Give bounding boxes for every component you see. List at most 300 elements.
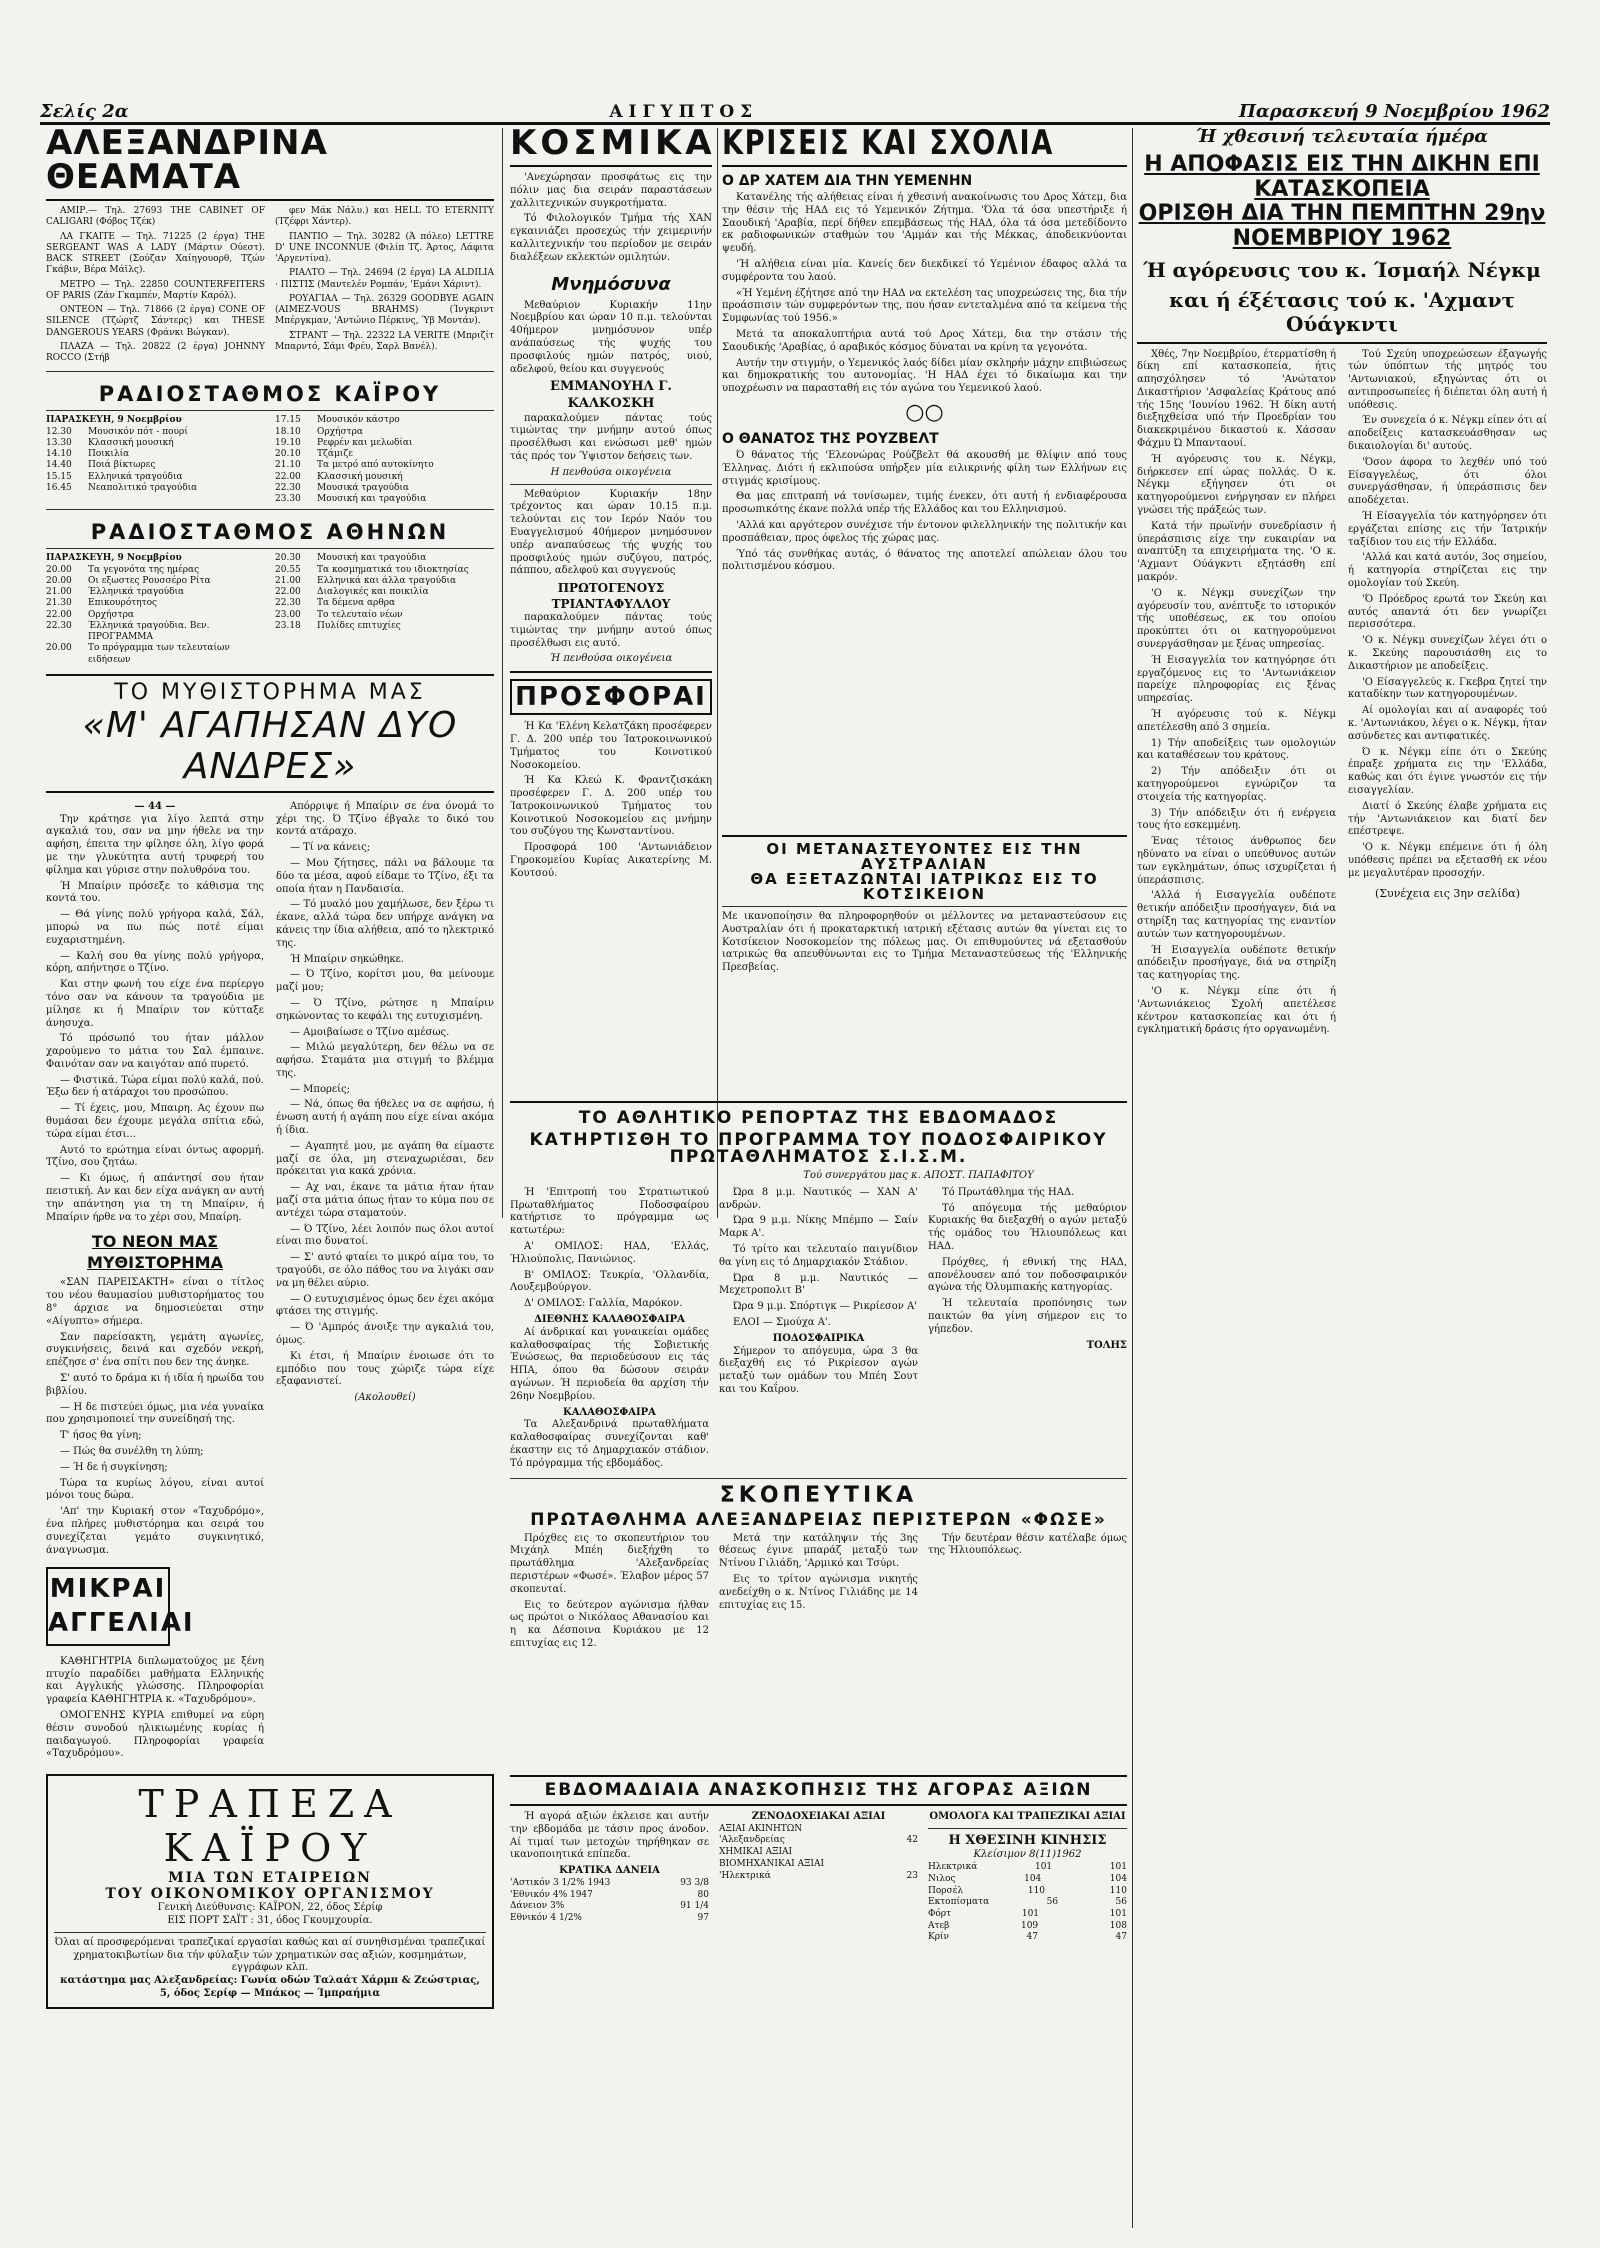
divider: [510, 1478, 1127, 1479]
text-block: Προσφορά 100 'Αντωνιάδειον Γηροκομείου Κυρίας Αικατερίνης Μ. Κουτσού.: [510, 842, 712, 879]
text-block: Αί ομολογίαι και αί αναφορές τού κ. 'Αντωνιάκου, λέγει ο κ. Νέγκμ, ήταν ασύνδετες και αντιφατικές.: [1348, 705, 1547, 742]
table-row: [928, 1897, 1127, 1909]
text-block: ΑΞΙΑΙ ΑΚΙΝΗΤΩΝ: [719, 1823, 803, 1834]
text-block: Ρεφρέν και μελωδίαι: [317, 437, 413, 448]
text-block: Κρίν: [928, 1932, 950, 1943]
text-block: 'Εθνικόν 4% 1947: [510, 1889, 593, 1900]
market-headline: ΕΒΔΟΜΑΔΙΑΙΑ ΑΝΑΣΚΟΠΗΣΙΣ ΤΗΣ ΑΓΟΡΑΣ ΑΞΙΩΝ: [544, 1780, 1093, 1800]
text-block: Έν συνεχεία ό κ. Νέγκμ είπεν ότι αί αποδείξεις κατασκευάσθησαν ως δικαιολογίαι δι' αυτούς.: [1348, 415, 1547, 453]
kosmika-title: ΚΟΣΜΙΚΑ: [510, 123, 716, 163]
schedule-row: [275, 587, 494, 598]
text-block: 20.10: [275, 449, 301, 459]
text-block: 97: [697, 1913, 709, 1924]
text-block: Μετά την κατάληψιν τής 3ης θέσεως έγινε μπαράζ μεταξύ των Ντίνου Γιλιάδη, 'Αρμικό και Τσύρι.: [719, 1532, 918, 1570]
text-block: 20.00: [46, 575, 72, 586]
text-block: Τό πρόσωπό του ήταν μάλλον χαρούμενο το μάτια του Σαλ έμπαινε. Φαινόταν σαν να καιγόταν από πυρετό.: [46, 1033, 264, 1070]
divider: [510, 165, 712, 167]
text-block: Ποικιλία: [88, 449, 130, 459]
text-block: Κατανέλης τής αλήθειας είναι ή χθεσινή ανακοίνωσις του Δρος Χάτεμ, δια την θέσιν τής ΗΑΔ εις τό Υεμενικόν Ζήτημα. 'Όλα τά όσα υπεστήριξε ή Σαουδική 'Αραβία, περί δήθεν επεμβάσεως τής ΗΑΔ, όλα τά όσα μετεδίδοντο εκ ραδιοφωνικών σταθμών του 'Αμμάν και τής Μέκκας, άποδεικνύονται ψευδή.: [722, 192, 1127, 255]
page-number: Σελίς 2α: [40, 101, 129, 122]
text-block: Ώρα 8 μ.μ. Ναυτικός — ΧΑΝ Α' ανδρών.: [719, 1186, 918, 1211]
radio-athens-title: ΡΑΔΙΟΣΤΑΘΜΟΣ ΑΘΗΝΩΝ: [90, 520, 450, 545]
radio-date: ΠΑΡΑΣΚΕΥΗ, 9 Νοεμβρίου: [46, 415, 182, 426]
text-block: Ή Είσαγγελία τόν κατηγόρησεν ότι εργάζεται επίσης εις τήν Ίατρικήν ταξίδιον του εις τήν Ελλάδα.: [1348, 511, 1547, 548]
divider: [722, 906, 1127, 907]
text-block: Μουσικόν πότ - πουρί: [88, 426, 188, 437]
text-block: Πρόχθες, ή εθνική της ΗΑΔ, απονέλουσεν από τον ποδοσφαιρικόν αγώνα τής Όλυμπιακής κατηγορίας.: [928, 1256, 1127, 1294]
text-block: Και στην φωνή του είχε ένα περίεργο τόνο σαν να κάνουν τα τραγούδια με μίλησε κι ή Μπαίριν τον κύτταξε άνησυχα.: [46, 979, 264, 1029]
text-block: Κλασσική μουσική: [88, 437, 174, 448]
text-block: Διατί ό Σκεύης έλαβε χρήματα εις τήν 'Αντωνιάκειον και διατί δεν επέστρεψε.: [1348, 800, 1547, 838]
offers-title: ΠΡΟΣΦΟΡΑΙ: [510, 679, 712, 715]
cinema-entry: ΡΙΑΛΤΟ — Τηλ. 24694 (2 έργα) LA ALDILIA · ΠΙΣΤΙΣ (Μαντελέν Ρομπάν, 'Εμάνι Χάριντ).: [275, 268, 494, 290]
cinema-listings: [46, 206, 494, 367]
table-row: [928, 1886, 1127, 1898]
schedule-row: [275, 449, 494, 460]
text-block: — Μιλώ μεγαλύτερη, δεν θέλω να σε αφήσω. Σταμάτα μια στιγμή το βλέμμα της.: [276, 1042, 494, 1079]
text-block: 'Ανεχώρησαν προσφάτως εις την πόλιν μας δια σειράν παραστάσεων χαλλιτεχνικών συγκροτήματα.: [510, 172, 712, 209]
text-block: 'Όσον άφορα το λεχθέν υπό τού Είσαγγελέως, ότι όλοι συνεργάσθησαν, ή ύπεράσπισις δεν αποδέχεται.: [1348, 456, 1547, 507]
text-block: — Ό Τζίνο, λέει λοιπόν πως όλοι αυτοί είναι πιο δυνατοί.: [276, 1223, 494, 1248]
text-block: — Αμοιβαίωσε ο Τζίνο αμέσως.: [290, 1026, 450, 1038]
text-block: Τα γεγονότα της ημέρας: [88, 564, 200, 575]
text-block: 'Ηλεκτρικά: [719, 1870, 771, 1881]
text-block: Κλασσική μουσική: [317, 471, 403, 482]
table-row: [510, 1890, 709, 1902]
schedule-row: [275, 553, 494, 564]
text-block: 'Ή αλήθεια είναι μία. Κανείς δεν διεκδικεί τό Υεμένιον έδαφος αλλά τα συμφέροντα του λαού.: [722, 258, 1127, 283]
bank-ad: [46, 1774, 494, 2009]
novel-chapter: — 44 —: [134, 800, 176, 812]
cinema-entry: ΑΜΙΡ.— Τηλ. 27693 THE CABINET OF CALIGARI (Φόβος Τζέκ): [46, 206, 265, 228]
text-block: Ή Μπαίριν σηκώθηκε.: [290, 953, 404, 965]
text-block: 21.10: [275, 460, 301, 471]
text-block: Μεθαύριον Κυριακήν 11ην Νοεμβρίου και ώραν 10 π.μ. τελούνται 40ήμερον μνημόσυνον υπέρ ανάπαύσεως τής ψυχής του προσφιλούς ημών πατρός, υιού, αδελφού, θείου και συγγενούς: [510, 299, 712, 375]
text-block: Εκτοπίσματα: [928, 1897, 990, 1908]
radio-cairo-title: ΡΑΔΙΟΣΤΑΘΜΟΣ ΚΑΪΡΟΥ: [98, 382, 442, 407]
table-row: [928, 1932, 1127, 1944]
novel-continues: (Ακολουθεί): [354, 1392, 416, 1404]
text-block: ΕΙΣ ΠΟΡΤ ΣΑΪΤ : 31, όδος Γκουμχουρία.: [167, 1915, 373, 1927]
text-block: ΧΗΜΙΚΑΙ ΑΞΙΑΙ: [719, 1847, 793, 1858]
schedule-row: [275, 494, 494, 505]
text-block: 80: [697, 1889, 709, 1900]
text-block: Τα Αλεξανδρινά πρωταθλήματα καλαθοσφαίρας συνεχίζονται καθ' έκαστην εις τό Δημαρχιακόν στάδιον. Τό πρόγραμμα τής εβδομάδος.: [510, 1419, 709, 1469]
text-block: Ορχήστρα: [88, 609, 135, 620]
text-block: — Ο ευτυχισμένος όμως δεν έχει ακόμα φτάσει της στιγμής.: [276, 1293, 494, 1318]
column-kosmika: [510, 123, 716, 1206]
text-block: 108: [1109, 1920, 1127, 1931]
text-block: 17.15: [275, 415, 301, 426]
text-block: Εις το τρίτον αγώνισμα νικητής ανεδείχθη ο κ. Ντίνος Γιλιάδης με 14 επιτυχίας εις 15.: [719, 1573, 918, 1611]
text-block: 22.00: [275, 587, 301, 597]
text-block: — Αχ ναι, έκανε τα μάτια ήταν ήταν μαζί στα μάτια όπως ήταν το κύμα που σε αντέχει τώρα σταματούν.: [276, 1182, 494, 1219]
text-block: Οι εξωστες Ρουσσέρο Ρίτα: [88, 575, 211, 586]
text-block: Πυλίδες επιτυχίες: [317, 620, 401, 631]
text-block: Μουσικόν κάστρο: [317, 415, 400, 426]
table-row: [510, 1901, 709, 1913]
memorial-name: ΕΜΜΑΝΟΥΗΛ Γ. ΚΑΛΚΟΣΚΗ: [550, 379, 672, 412]
text-block: κατάστημα μας Αλεξανδρείας: Γωνία οδών Ταλαάτ Χάρμπ & Ζεώστριας, 5, όδος Σερίφ — Μπάκος — Ίμπραήμια: [60, 1975, 480, 2000]
text-block: ΒΙΟΜΗΧΑΝΙΚΑΙ ΑΞΙΑΙ: [719, 1858, 825, 1869]
divider: [1137, 342, 1547, 344]
text-block: Την κράτησε για λίγο λεπτά στην αγκαλιά του, σαν να μην ήθελε να την αφήση, έπειτα την φίλησε όλη, λίγο φορά με την γλυκύτητα αυτή τρυφερή του φίλημα και γύρισε στην πολυθρόνα του.: [46, 813, 264, 876]
text-block: — Θά γίνης πολύ γρήγορα καλά, Σάλ, μπορώ να πω πώς ποτέ είμαι ευχαριστημένη.: [46, 909, 264, 946]
text-block: Τζάμιζε: [317, 449, 353, 459]
text-block: 23.00: [275, 609, 301, 620]
schedule-row: [46, 610, 265, 621]
text-block: 'Ό Πρόεδρος ερωτά τον Σκεύη και αυτός απαντά ότι δεν γνωρίζει περισσότερα.: [1348, 593, 1547, 631]
text-block: 23.30: [275, 494, 301, 504]
text-block: Ατεβ: [928, 1920, 950, 1931]
text-block: Με ικανοποίησιν θα πληροφορηθούν οι μέλλοντες να μεταναστεύσουν εις Αυστραλίαν ότι ή προκαταρκτική ιατρική εξέτασις αυτών θα γίνεται εις το Κοτσίκειον Νοσοκομείον της πόλεως μας. Οι επιθυμούντες νά εξετασθούν ιατρικώς θα απευθύνωνται εις το Τμήμα Μεταναστεύσεως τής 'Ελληνικής Πρεσβείας.: [722, 911, 1127, 974]
text-block: ΕΛΟΙ — Σμούχα Α'.: [733, 1316, 831, 1328]
market-article: [510, 1770, 1127, 2226]
text-block: Φόρτ: [928, 1908, 952, 1919]
schedule-row: [46, 483, 265, 494]
text-block: Νιλος: [928, 1873, 956, 1884]
text-block: παρακαλούμεν πάντας τούς τιμώντας την μνήμην αυτού όπως προσέλθωσι εις αυτό.: [510, 611, 712, 649]
text-block: Ή αγόρευσις τού κ. Νέγκμ απετέλεσθη από 3 σημεία.: [1137, 709, 1336, 733]
schedule-row: [46, 438, 265, 449]
text-block: Ώρα 9 μ.μ. Νίκης Μπέμπο — Σαίν Μαρκ Α'.: [719, 1215, 918, 1240]
sports-byline: Τού συνεργάτου μας κ. ΑΠΟΣΤ. ΠΑΠΑΦΙΤΟΥ: [803, 1170, 1034, 1181]
text-block: 101: [1034, 1862, 1053, 1873]
text-block: Τό τρίτο και τελευταίο παιγνίδιον θα γίνη εις τό Δημαρχιακόν Στάδιον.: [719, 1243, 918, 1268]
text-block: 23: [906, 1870, 918, 1881]
text-block: Μεθαύριον Κυριακήν 18ην τρέχοντος και ώραν 10.15 π.μ. τελούνται εις τον Ιερόν Ναόν του Ευαγγελισμού 40ήμερον μνημόσυνον υπέρ αναπαύσεως τής ψυχής του προσφιλούς ημών συζύγου, πατρός, πάππου, αδελφού και συγγενούς: [510, 488, 712, 577]
cinema-entry: ΡΟΥΑΓΙΑΛ — Τηλ. 26329 GOODBYE AGAIN (AIMEZ-VOUS BRAHMS) (Ίνγκριντ Μπέργκμαν, 'Αντώνιο Πέρκινς, Ύβ Μοντάν).: [275, 293, 494, 327]
text-block: 3) Τήν απόδειξιν ότι ή ενέργεια τους ήτο εσκεμμένη.: [1137, 807, 1336, 832]
text-block: 'Απ' την Κυριακή στον «Ταχυδρόμο», ένα πλήρες μυθιστόρημα και σειρά του συνεχίζεται γεμάτο συγκινητικό, άναγνωσμα.: [46, 1506, 264, 1556]
text-block: 47: [1026, 1932, 1038, 1943]
novel-text: [46, 801, 494, 1764]
text-block: 18.10: [275, 426, 301, 437]
text-block: Κατά τήν πρωϊνήν συνεδρίασιν ή ύπεράσπισις είχε την ευκαιρίαν να αναπτύξη τα επιχειρήματα της. 'Ο κ. 'Αχμαντ Ούάγκντι εξητάσθη επί μακρόν.: [1137, 520, 1336, 584]
text-block: Ή τελευταία προπόνησις των παικτών θα γίνη σήμερον εις το γήπεδον.: [928, 1298, 1127, 1335]
cinema-entry: ΛΑ ΓΚΑΙΤΕ — Τηλ. 71225 (2 έργα) THE SERGEANT WAS A LADY (Μάρτιν Ούεστ). BACK STREET (Σούζαν Χαίηγουορθ, Τζών Γκάβιν, Βέρα Μάϊλς).: [46, 231, 265, 276]
text-block: Το πρόγραμμα των τελευταίων ειδήσεων: [88, 643, 230, 665]
text-block: Τό Πρωτάθλημα τής ΗΑΔ.: [942, 1186, 1075, 1198]
text-block: 20.30: [275, 553, 301, 564]
divider: [928, 1828, 1127, 1829]
new-novel-title: ΤΟ ΝΕΟΝ ΜΑΣ ΜΥΘΙΣΤΟΡΗΜΑ: [87, 1232, 223, 1272]
text-block: «ΣΑΝ ΠΑΡΕΙΣΑΚΤΗ» είναι ο τίτλος του νέου θαυμασίου μυθιστορήματος του 8° άρχισε να δημοσιεύεται στην «Αίγυπτο» σήμερα.: [46, 1277, 264, 1327]
text-block: Ή Εισαγγελία τον κατηγόρησε ότι εργαζόμενος εις το 'Αντωνιάκειον παρείχε πληροφορίας εις ξένας υπηρεσίας.: [1137, 654, 1336, 705]
schedule-row: [46, 460, 265, 471]
text-block: Ελληνικά τραγούδια: [88, 471, 183, 482]
memorial-title: Μνημόσυνα: [551, 273, 671, 295]
text-block: Τα κοσμηματικά του ιδιοκτησίας: [317, 564, 469, 575]
text-block: Κλείσιμον 8(11)1962: [973, 1849, 1082, 1861]
text-block: Ένας τέτοιος άνθρωπος δεν ηδύνατο να είναι ο υπεύθυνος αυτών των εγκλημάτων, όπως ισχυρίζεται ή ύπεράσπισις.: [1137, 836, 1336, 886]
novel-title: «Μ' ΑΓΑΠΗΣΑΝ ΔΥΟ ΑΝΔΡΕΣ»: [82, 704, 458, 787]
trial-text: [1137, 349, 1547, 1041]
divider: [46, 410, 494, 411]
text-block: ΤΟΥ ΟΙΚΟΝΟΜΙΚΟΥ ΟΡΓΑΝΙΣΜΟΥ: [105, 1886, 435, 1903]
text-block: Ή Κα Κλεώ Κ. Φραντζισκάκη προσέφερεν Γ. Δ. 200 υπέρ του Ίατροκοινωνικού Τμήματος του Κοινοτικού Νοσοκομείου εις μνήμην του συζύγου της Κωνσταντίνου.: [510, 775, 712, 838]
text-block: 21.30: [46, 598, 72, 609]
text-block: Κι έτσι, ή Μπαίριν ένοιωσε ότι το εμπόδιο που τους χώριζε τώρα είχε εξαφανιστεί.: [276, 1350, 494, 1388]
text-block: Ή αγόρευσις του κ. Νέγκμ, διήρκεσεν επί ώρας πολλάς. Ό κ. Νέγκμ εξήγησεν ότι οι κατηγορούμενοι ενήργησαν εν πλήρει γνώσει τής πράξεώς των.: [1137, 453, 1336, 517]
text-block: Ή 'Επιτροπή του Στρατιωτικού Πρωταθλήματος Ποδοσφαίρου κατήρτισε το πρόγραμμα ως κατωτέρω:: [510, 1186, 709, 1237]
text-block: — Τί έχεις, μου, Μπαιρη. Ας έχουν πω θυμάσαι δεν έχουμε μεγάλα σπίτια εδώ, τώρα είμαι έτσι...: [46, 1103, 264, 1140]
table-row: [928, 1862, 1127, 1874]
schedule-row: [275, 598, 494, 609]
text-block: Τ' ήσος θα γίνη;: [60, 1430, 142, 1442]
schedule-row: [275, 415, 494, 426]
ornament-icon: ○○: [905, 398, 944, 425]
text-block: 19.10: [275, 437, 301, 448]
text-block: 110: [1027, 1885, 1046, 1896]
text-block: Τώρα τα κυρίως λόγου, είναι αυτοί μόνοι τους δώρα.: [46, 1477, 264, 1502]
schedule-row: [46, 427, 265, 438]
classified-ad: ΟΜΟΓΕΝΗΣ ΚΥΡΙΑ επιθυμεί να εύρη θέσιν συνοδού ηλικιωμένης κυρίας ή παιδαγωγού. Πληροφορίαι γραφεία «Ταχυδρόμου».: [46, 1710, 264, 1760]
text-block: 23.18: [275, 620, 301, 631]
sports-subhead: ΚΑΛΑΘΟΣΦΑΙΡΑ: [563, 1406, 656, 1418]
divider: [54, 1932, 486, 1933]
text-block: Ορχήστρα: [317, 426, 364, 437]
text-block: Τα δέμενα αρθρα: [317, 598, 396, 609]
text-block: Ή αγορά αξιών έκλεισε και αυτήν την εβδομάδα με τάσιν προς άνοδον. Αί τιμαί των μετοχών τηρήθηκαν σε ικανοποιητικά επίπεδα.: [510, 1811, 709, 1861]
text-block: Όλαι αί προσφερόμεναι τραπεζικαί εργασίαι καθώς και αί συνηθισμέναι τραπεζικαί χρηματοκιβωτίων δια τήν φύλαξιν τών χρηματικών σας αξιών, κοσμημάτων, εγγράφων κλπ.: [54, 1936, 486, 1974]
radio-date: ΠΑΡΑΣΚΕΥΗ, 9 Νοεμβρίου: [46, 553, 182, 564]
text-block: 101: [1021, 1908, 1040, 1919]
column-rule: [1132, 128, 1133, 2228]
text-block: Α' ΟΜΙΛΟΣ: ΗΑΔ, 'Ελλάς, Ήλιούπολις, Πανιώνιος.: [510, 1240, 709, 1265]
text-block: Πρόχθες εις το σκοπευτήριον του Μιχάηλ Μπέη διεξήχθη το πρωτάθλημα 'Αλεξανδρείας περιστέρων «Φωσέ». Έλαβον μέρος 57 σκοπευταί.: [510, 1532, 709, 1595]
text-block: 101: [1109, 1908, 1127, 1919]
column-kriseis: [722, 123, 1127, 816]
sports-headline: ΚΑΤΗΡΤΙΣΘΗ ΤΟ ΠΡΟΓΡΑΜΜΑ ΤΟΥ ΠΟΔΟΣΦΑΙΡΙΚΟΥ ΠΡΩΤΑΘΛΗΜΑΤΟΣ Σ.Ι.Σ.Μ.: [529, 1130, 1108, 1167]
text-block: Ποιά βίκτωρες: [88, 460, 156, 471]
text-block: — Μπορείς;: [290, 1083, 350, 1095]
novel-header: [46, 674, 494, 793]
text-block: 91 1/4: [680, 1901, 709, 1912]
text-block: Απόρριψε ή Μπαίριν σε ένα όνομά το χέρι της. Ό Τζίνο έβγαλε το δικό του κοντά ατάραχο.: [276, 800, 494, 838]
schedule-row: [46, 472, 265, 483]
text-block: 110: [1109, 1885, 1127, 1896]
text-block: 104: [1024, 1873, 1042, 1884]
text-block: 22.30: [275, 598, 301, 609]
text-block: Ύπό τάς συνθήκας αυτάς, ό θάνατος της αποτελεί απώλειαν όλου του πολιτισμένου κόσμου.: [722, 548, 1127, 573]
text-block: 93 3/8: [680, 1877, 709, 1888]
divider: [722, 165, 1127, 167]
text-block: 109: [1020, 1920, 1039, 1931]
trial-kicker: Ή χθεσινή τελευταία ήμέρα: [1195, 126, 1489, 147]
divider: [46, 199, 494, 201]
text-block: Ή πενθούσα οικογένεια: [549, 653, 673, 665]
text-block: Χθές, 7ην Νοεμβρίου, έτερματίσθη ή δίκη επί κατασκοπεία, ήτις απησχόλησεν τό 'Ανώτατον Δικαστήριον 'Ασφαλείας Κράτους από τής 15ης 'Ιουνίου 1962. Ή δίκη αυτή διεξηχθείσα υπό τήν Προεδρίαν του διακεκριμένου δικαστού κ. Χάσσαν Φάχμυ Ώ Μπανταουί.: [1137, 348, 1336, 450]
text-block: — Ό 'Αμπρός άνοιξε την αγκαλιά του, όμως.: [276, 1322, 494, 1347]
text-block: Ώρα 8 μ.μ. Ναυτικός — Μεχετροπολιτ Β': [719, 1272, 918, 1297]
text-block: Ό κ. Νέγκμ είπε ότι ο Σκεύης έπραξε χρήματα εις την 'Ελλάδα, καθώς και ότι έγινε γνωστόν εις τήν εισαγγελίαν.: [1348, 746, 1547, 796]
text-block: 21.00: [46, 587, 72, 597]
text-block: Ή Κα 'Ελένη Κελατζάκη προσέφερεν Γ. Δ. 200 υπέρ του Ίατροκοινωνικού Τμήματος του Κοινοτικού Νοσοκομείου.: [510, 721, 712, 771]
table-title: ΖΕΝΟΔΟΧΕΙΑΚΑΙ ΑΞΙΑΙ: [751, 1811, 886, 1822]
table-row: [719, 1835, 918, 1847]
text-block: Μουσικά τραγούδια: [317, 482, 409, 493]
text-block: 47: [1115, 1932, 1127, 1943]
text-block: ΜΙΑ ΤΩΝ ΕΤΑΙΡΕΙΩΝ: [168, 1870, 372, 1887]
text-block: Νεαπολιτικό τραγούδια: [88, 482, 198, 493]
divider: [510, 671, 712, 673]
text-block: Αί άνδρικαί και γυναικείαι ομάδες καλαθοσφαίρας τής Σοβιετικής Ένώσεως, θα περιοδεύσουν εις τάς ΗΠΑ, όπου θα δώσουν σειράν αγώνων. Ή περιοδεία θα αρχίση τήν 26ην Νοεμβρίου.: [510, 1326, 709, 1402]
sports-subhead: ΠΟΔΟΣΦΑΙΡΙΚΑ: [772, 1332, 865, 1344]
text-block: 14.40: [46, 460, 72, 471]
divider: [46, 371, 494, 372]
text-block: Αυτό το ερώτημα είναι όντως αφορμή. Τζίνο, σου ζητάω.: [46, 1144, 264, 1169]
cinema-entry: ΠΑΝΤΙΟ — Τηλ. 30282 (Ά πόλεο) LETTRE D' UNE INCONNUE (Φιλίπ Τζ. Άρτος, Λάφιτα 'Αργεντίνα).: [275, 231, 494, 264]
column-rule: [502, 128, 503, 1218]
divider: [510, 484, 712, 485]
table-title: ΟΜΟΛΟΓΑ ΚΑΙ ΤΡΑΠΕΖΙΚΑΙ ΑΞΙΑΙ: [929, 1811, 1126, 1822]
text-block: Τό απόγευμα τής μεθαύριον Κυριακής θα διεξαχθή ο αγών μεταξύ τής ομάδος του Ήλιουπόλεως και ΗΑΔ.: [928, 1202, 1127, 1252]
table-row: [928, 1874, 1127, 1886]
schedule-row: [275, 610, 494, 621]
classified-ad: ΚΑΘΗΓΗΤΡΙΑ διπλωματούχος με ξένη πτυχίο παραδίδει μαθήματα Ελληνικής και Αγγλικής γλώσσης. Πληροφορίαι γραφεία ΚΑΘΗΓΗΤΡΙΑ κ. «Ταχυδρόμου».: [46, 1655, 264, 1706]
schedule-row: [46, 643, 265, 666]
text-block: Ώρα 9 μ.μ. Σπόρτιγκ — Ρικρίεσον Α': [733, 1301, 917, 1313]
table-row: [928, 1909, 1127, 1921]
text-block: Σαν παρείσακτη, γεμάτη αγωνίες, συγκινήσεις, δεινά και σχεδόν νεκρή, επέζησε σ' ένα σπίτι που δεν της άνηκε.: [46, 1331, 264, 1369]
movement-title: Η ΧΘΕΣΙΝΗ ΚΙΝΗΣΙΣ: [948, 1832, 1107, 1848]
text-block: Τού Σχεύη υποχρεώσεων έξαγωγής τών ύπόπτων τής μητρός του 'Αντωνιακού, εξηγώντας ότι οι αντιπροσωπείες ή διέπεται όλη αυτή ή υπόθεσις.: [1348, 348, 1547, 411]
schedule-row: [46, 598, 265, 609]
kriseis-sub1: Ο ΔΡ ΧΑΤΕΜ ΔΙΑ ΤΗΝ ΥΕΜΕΝΗΝ: [722, 173, 973, 189]
text-block: — Τό μυαλό μου χαμήλωσε, δεν ξέρω τι έκανε, αλλά τώρα δεν υπήρχε ανάγκη να κάνεις την ίδια αλήθεια, από το ηλεκτρικό της.: [276, 899, 494, 949]
shooting-headline: ΠΡΩΤΑΘΛΗΜΑ ΑΛΕΞΑΝΔΡΕΙΑΣ ΠΕΡΙΣΤΕΡΩΝ «ΦΩΣΕ»: [530, 1509, 1107, 1530]
divider: [46, 509, 494, 510]
theamata-title: ΑΛΕΞΑΝΔΡΙΝΑ ΘΕΑΜΑΤΑ: [46, 123, 328, 197]
text-block: Ό θάνατος τής 'Ελεονώρας Ρούζβελτ θά ακουσθή με θλίψιν από τους Έλληνας. Διότι ή εκλιπούσα υπήρξεν μία ειλικρινής φίλη των Ελλήνων εις στιγμάς κρισίμους.: [722, 449, 1127, 487]
text-block: 'Ο Είσαγγελεύς κ. Γκεβρα ζητεί την καταδίκην των κατηγορουμένων.: [1348, 676, 1547, 701]
cinema-entry: φεν Μάκ Νάλυ.) και HELL TO ETERNITY (Τζέφρι Χάντερ).: [275, 206, 494, 228]
text-block: Έλληνικά τραγούδια. Βεν. ΠΡΟΓΡΑΜΜΑ: [88, 620, 210, 642]
text-block: — Αγαπητέ μου, με αγάπη θα είμαστε μαζί σε όλα, μη στεναχωριέσαι, δεν πρόκειται για κακά χρόνια.: [276, 1140, 494, 1178]
text-block: — Ό Τζίνο, ρώτησε η Μπαίριν σηκώνοντας το κεφάλι της ευτυχισμένη.: [276, 997, 494, 1022]
radio-athens-schedule: [46, 553, 494, 666]
text-block: Δάνειον 3%: [510, 1901, 565, 1912]
text-block: 20.00: [46, 564, 72, 575]
text-block: — Σ' αυτό φταίει το μικρό αίμα του, το τραγούδι, σε όλο πάθος του να λιγάκι σαν να μη θέλει αύριο.: [276, 1252, 494, 1289]
text-block: 'Αστικόν 3 1/2% 1943: [510, 1877, 611, 1888]
trial-subhead-1: Ή αγόρευσις του κ. Ίσμαήλ Νέγκμ: [1143, 257, 1541, 282]
text-block: — Ή δε ή συγκίνηση;: [60, 1461, 168, 1473]
text-block: 22.30: [46, 620, 72, 631]
table-title: ΚΡΑΤΙΚΑ ΔΑΝΕΙΑ: [559, 1865, 660, 1877]
text-block: 22.00: [275, 471, 301, 482]
column-right: [1137, 126, 1547, 2226]
schedule-row: [275, 427, 494, 438]
schedule-row: [46, 621, 265, 644]
text-block: 21.00: [275, 575, 301, 586]
column-left: [46, 123, 494, 2226]
text-block: Γενική Διεύθυνσις: ΚΑΪΡΟΝ, 22, όδος Σέρίφ: [157, 1902, 383, 1914]
text-block: Τήν δευτέραν θέσιν κατέλαβε όμως της Ήλιουπόλεως.: [928, 1532, 1127, 1557]
text-block: 15.15: [46, 471, 72, 482]
schedule-row: [46, 587, 265, 598]
divider: [46, 548, 494, 549]
text-block: — Τί να κάνεις;: [290, 842, 371, 854]
text-block: Β' ΟΜΙΛΟΣ: Τευκρία, 'Ολλανδία, Λουξεμβούργον.: [510, 1269, 709, 1294]
schedule-row: [275, 438, 494, 449]
text-block: 'Ο κ. Νέγκμ συνεχίζων λέγει ότι ο κ. Σκεύης παρουσιάσθη εις το Δικαστήριον με αποδείξεις.: [1348, 635, 1547, 672]
table-row: [719, 1871, 918, 1883]
table-row: [719, 1847, 918, 1859]
text-block: 20.55: [275, 564, 301, 575]
text-block: 20.00: [46, 643, 72, 654]
memorial-name: ΠΡΩΤΟΓΕΝΟΥΣ ΤΡΙΑΝΤΑΦΥΛΛΟΥ: [551, 581, 671, 611]
immigrants-article: [722, 830, 1127, 974]
table-row: [719, 1859, 918, 1871]
text-block: — Φιστικά. Τώρα είμαι πολύ καλά, πού. Έξω δεν ή ατάραχοι του προσώπου.: [46, 1074, 264, 1099]
text-block: — Ό Τζίνο, κορίτσι μου, θα μείνουμε μαζί μου;: [276, 969, 494, 994]
kriseis-title: ΚΡΙΣΕΙΣ ΚΑΙ ΣΧΟΛΙΑ: [722, 123, 1054, 163]
text-block: Σήμερον το απόγευμα, ώρα 3 θα διεξαχθή εις τό Ρικρίεσον αγών μεταξύ των ομάδων του Μπέη Σουτ και του Καΐρου.: [719, 1345, 918, 1395]
schedule-row: [275, 565, 494, 576]
text-block: Τα μετρό από αυτοκίνητο: [317, 460, 434, 471]
text-block: Τό Φιλολογικόν Τμήμα τής ΧΑΝ εγκαινιάζει προσεχώς τήν χειμερινήν καλλιτεχνικήν του περίοδον με σειράν διαλέξεων εκλεκτών ομιλητών.: [510, 213, 712, 263]
text-block: Μουσική και τραγούδια: [317, 553, 427, 564]
text-block: 16.45: [46, 482, 72, 493]
divider: [510, 1775, 1127, 1777]
paper-name: ΑΙΓΥΠΤΟΣ: [609, 102, 759, 122]
text-block: 'Αλλά και κατά αυτόν, 3ος σημείου, ή κατηγορία στηρίζεται εις την ομολογίαν τού Σκεύη.: [1348, 552, 1547, 590]
text-block: 22.00: [46, 609, 72, 620]
text-block: Διαλογικές και ποικιλία: [317, 587, 429, 597]
shooting-kicker: ΣΚΟΠΕΥΤΙΚΑ: [719, 1482, 918, 1508]
text-block: Ελληνικά και άλλα τραγούδια: [317, 575, 457, 586]
text-block: Αυτήν την στιγμήν, ο Υεμενικός λαός δίδει μίαν σκληρήν μάχην επιβιώσεως και δημοκρατικής του αυτονομίας. 'Η ΗΑΔ έχει τό δικαίωμα και την υποχρέωσιν να παρασταθή εις τόν αγώνα του Υεμενικού λαού.: [722, 357, 1127, 395]
table-row: [928, 1921, 1127, 1933]
table-row: [719, 1824, 918, 1836]
text-block: Ή Εισαγγελία ουδέποτε θετικήν απόδειξιν προσήγαγε, διά να στηρίξη τας κατηγορίας της.: [1137, 944, 1336, 982]
text-block: παρακαλούμεν πάντας τούς τιμώντας την μνήμην αυτού όπως προσέλθωσι και ενώσωσι μεθ' ημών τάς πρός τον Ύψιστον δεήσεις των.: [510, 412, 712, 463]
sports-article: [510, 1096, 1127, 1756]
text-block: Δ' ΟΜΙΛΟΣ: Γαλλία, Μαρόκον.: [524, 1298, 683, 1310]
text-block: — Η δε πιστεύει όμως, μια νέα γυναίκα που χρησιμοποιεί την συνείδησή της.: [46, 1401, 264, 1426]
schedule-row: [46, 576, 265, 587]
text-block: 'Αλλά ή Εισαγγελία ουδέποτε θετικήν απόδειξιν προσήγαγεν, διά να στηρίξη τας κατηγορίας της εναντίον αυτών των κατηγορουμένων.: [1137, 890, 1336, 940]
text-block: Μετά τα αποκαλυπτήρια αυτά τού Δρος Χάτεμ, δια την στάσιν τής Σαουδικής 'Αραβίας, ό αραβικός κόσμος δύναται να κρίνη τα γεγονότα.: [722, 328, 1127, 353]
column-rule: [717, 128, 718, 1218]
schedule-row: [275, 472, 494, 483]
text-block: Ή Μπαίριν πρόσεξε το κάθισμα της κοντά του.: [46, 880, 264, 905]
text-block: Η πενθούσα οικογένεια: [550, 466, 672, 478]
radio-cairo-schedule: [46, 415, 494, 505]
text-block: 14.10: [46, 449, 72, 459]
schedule-row: [275, 460, 494, 471]
text-block: 104: [1109, 1873, 1127, 1884]
masthead: [40, 96, 1550, 125]
novel-kicker: ΤΟ ΜΥΘΙΣΤΟΡΗΜΑ ΜΑΣ: [114, 679, 426, 705]
schedule-row: [46, 565, 265, 576]
text-block: 1) Τήν αποδείξεις των ομολογιών και καταθέσεων του κράτους.: [1137, 737, 1336, 762]
text-block: — Μου ζήτησες, πάλι να βάλουμε τα δύο τα μέσα, αφού είδαμε το Τζίνο, έξι τα οποία ήταν η Πανδαισία.: [276, 857, 494, 895]
text-block: 42: [906, 1835, 918, 1846]
immigrants-headline-1: ΟΙ ΜΕΤΑΝΑΣΤΕΥΟΝΤΕΣ ΕΙΣ ΤΗΝ ΑΥΣΤΡΑΛΙΑΝ: [766, 840, 1083, 873]
table-row: [510, 1878, 709, 1890]
divider: [510, 1101, 1127, 1103]
issue-date: Παρασκευή 9 Νοεμβρίου 1962: [1238, 101, 1550, 122]
cinema-entry: ΣΤΡΑΝΤ — Τηλ. 22322 LA VERITE (Μπριζίτ Μπαρντό, Σάμι Φρέυ, Σαρλ Βανέλ).: [275, 330, 494, 352]
sports-author: ΤΟΛΗΣ: [1086, 1339, 1127, 1351]
trial-subhead-2: και ή έξέτασις τού κ. 'Αχμαντ Ούάγκντι: [1169, 287, 1515, 336]
text-block: 56: [1115, 1897, 1127, 1908]
text-block: Επικουρότητος: [88, 598, 158, 609]
sports-kicker: ΤΟ ΑΘΛΗΤΙΚΟ ΡΕΠΟΡΤΑΖ ΤΗΣ ΕΒΔΟΜΑΔΟΣ: [578, 1108, 1059, 1128]
